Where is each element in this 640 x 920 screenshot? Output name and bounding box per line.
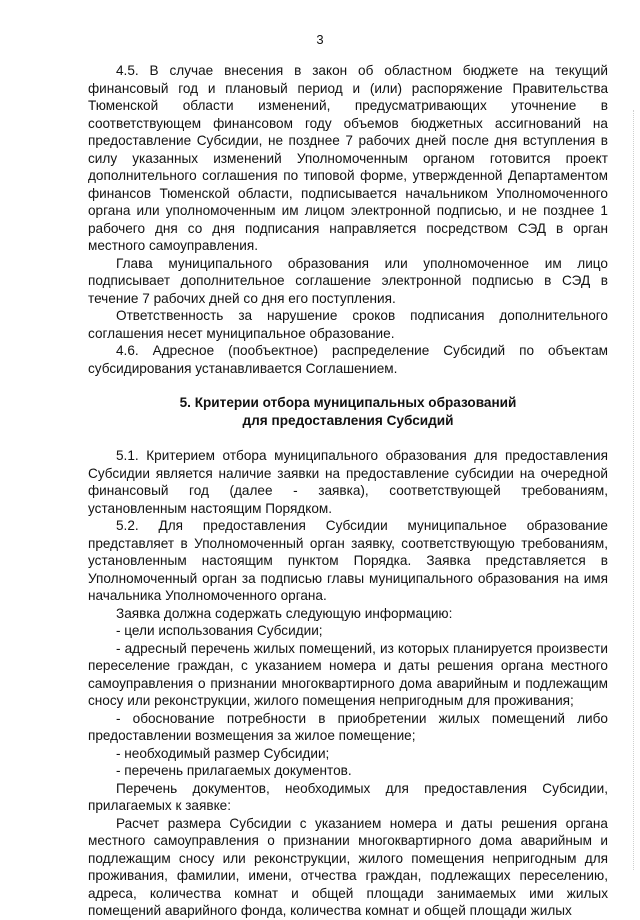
page-number: 3 (316, 32, 324, 47)
list-item: - перечень прилагаемых документов. (116, 763, 352, 778)
document-body (88, 62, 608, 920)
paragraph-raschet: Расчет размера Субсидии с указанием номера и даты решения органа местного самоуправления о признании многоквартирного дома аварийным и подлежащим сносу или реконструкции, жилого помещения непригодным для проживания, фамилии, имени, отчества граждан, подлежащих переселению, адреса, количества комнат и общей площади занимаемых ими жилых помещений аварийного фонда, количества комнат и общей площади жилых (88, 815, 608, 918)
paragraph-otvetstvennost: Ответственность за нарушение сроков подписания дополнительного соглашения несет муниципальное образование. (88, 308, 608, 341)
list-item: - обоснование потребности в приобретении жилых помещений либо предоставлении возмещения за жилое помещение; (88, 710, 608, 743)
paragraph-info-intro: Заявка должна содержать следующую информацию: (116, 605, 453, 621)
section-5-heading (88, 394, 608, 429)
list-item: - адресный перечень жилых помещений, из которых планируется произвести переселение граждан, с указанием номера и даты решения органа местного самоуправления о признании многоквартирного дома аварийным и подлежащим сносу или реконструкции, жилого помещения непригодным для проживания; (88, 640, 608, 708)
paragraph-4-6: 4.6. Адресное (пообъектное) распределение Субсидий по объектам субсидирования устанавливается Соглашением. (88, 343, 608, 376)
paragraph-glava: Глава муниципального образования или уполномоченное им лицо подписывает дополнительное соглашение электронной подписью в СЭД в течение 7 рабочих дней со дня его поступления. (88, 255, 608, 306)
paragraph-4-5: 4.5. В случае внесения в закон об областном бюджете на текущий финансовый год и плановый период и (или) распоряжение Правительства Тюменской области изменений, предусматривающих уточнение в соответствующем финансовом году объемов бюджетных ассигнований на предоставление Субсидии, не позднее 7 рабочих дней после дня вступления в силу указанных изменений Уполномоченным органом готовится проект дополнительного соглашения по типовой форме, утвержденной Департаментом финансов Тюменской области, подписывается начальником Уполномоченного органа или уполномоченным им лицом электронной подписью, и не позднее 1 рабочего дня со дня подписания направляется посредством СЭД в орган местного самоуправления. (88, 63, 608, 253)
paragraph-docs-intro: Перечень документов, необходимых для предоставления Субсидии, прилагаемых к заявке: (88, 780, 608, 813)
paragraph-5-2: 5.2. Для предоставления Субсидии муниципальное образование представляет в Уполномоченный орган заявку, соответствующую требованиям, установленным настоящим пунктом Порядка. Заявка представляется в Уполномоченный орган за подписью главы муниципального образования на имя начальника Уполномоченного органа. (88, 518, 608, 603)
section-5-heading-line2: для предоставления Субсидий (242, 412, 454, 428)
margin-dotted-rule (633, 110, 634, 870)
paragraph-5-1: 5.1. Критерием отбора муниципального образования для предоставления Субсидии является наличие заявки на предоставление субсидии на очередной финансовый год (далее - заявка), соответствующей требованиям, установленным настоящим Порядком. (88, 448, 608, 516)
list-item: - необходимый размер Субсидии; (116, 745, 330, 761)
section-5-heading-line1: 5. Критерии отбора муниципальных образований (179, 395, 517, 410)
list-item: - цели использования Субсидии; (116, 623, 323, 638)
